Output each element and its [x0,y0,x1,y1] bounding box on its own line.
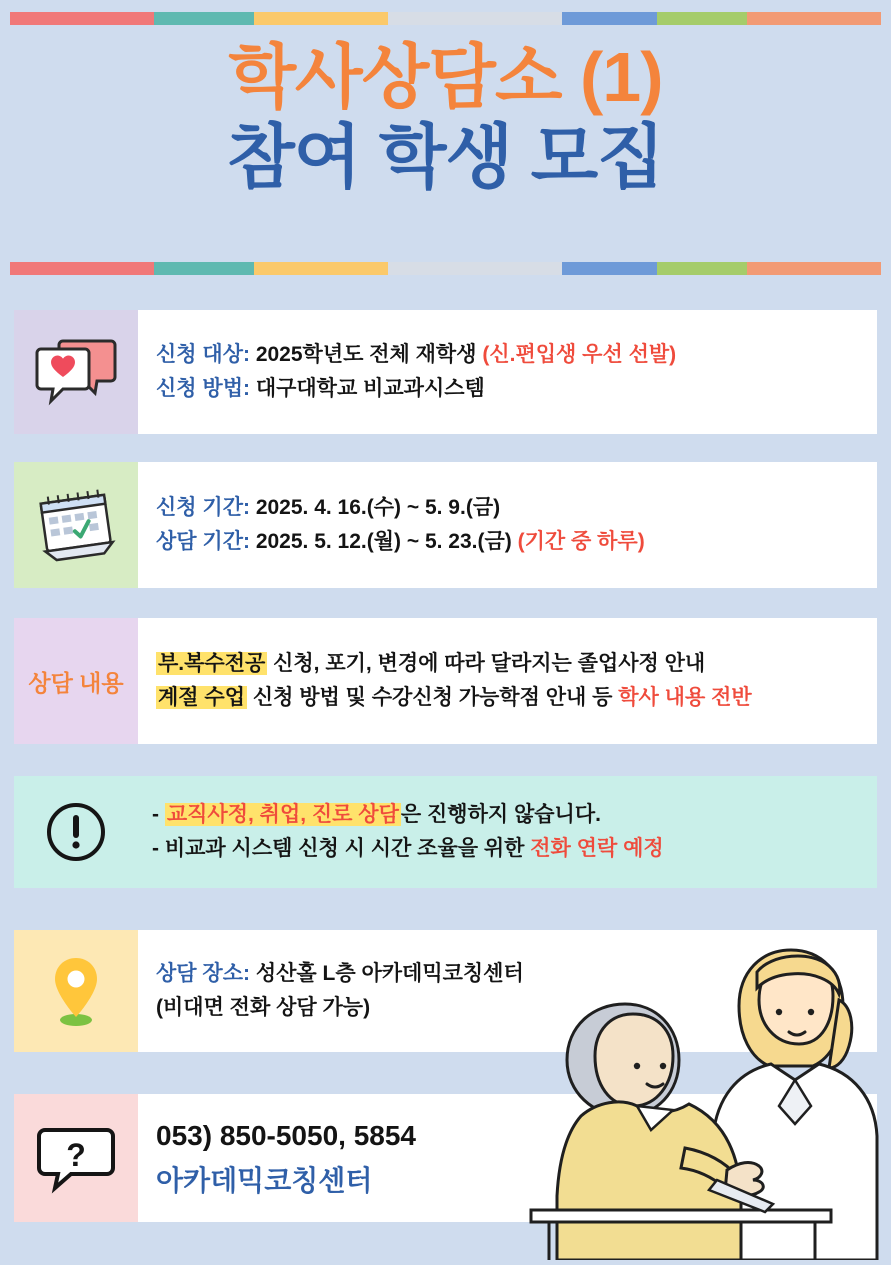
poster-title [0,38,891,198]
color-segment [254,262,388,275]
row3-highlight-2: 계절 수업 [158,686,245,709]
info-row-contact [14,1094,877,1222]
application-text [138,310,877,434]
title-line-1: 학사상담소 (1) [228,38,663,116]
row2-value-2: 2025. 5. 12.(월) ~ 5. 23.(금) [255,530,512,553]
row4-value-2: 비교과 시스템 신청 시 시간 조율을 위한 [164,837,531,860]
color-segment [10,12,154,25]
info-row-notice [14,776,877,888]
row1-value-1: 2025학년도 전체 재학생 [255,342,477,366]
row5-value-2: (비대면 전화 상담 가능) [156,996,371,1019]
color-segment [747,12,881,25]
speech-bubble-heart-icon [14,310,138,434]
row5-label-1: 상담 장소: [156,961,250,985]
color-segment [254,12,388,25]
color-segment [657,262,747,275]
color-segment [388,12,562,25]
row2-label-1: 신청 기간: [156,495,250,519]
svg-text:?: ? [66,1137,86,1173]
exclamation-circle-icon [14,776,138,888]
title-line-2: 참여 학생 모집 [227,117,664,196]
color-segment [562,12,657,25]
row4-prefix-1: - [152,802,159,826]
row3-highlight-1: 부.복수전공 [158,651,266,675]
line-application-method [156,372,863,406]
row3-value-1: 신청, 포기, 변경에 따라 달라지는 졸업사정 안내 [267,651,706,675]
row4-prefix-2: - [152,837,159,860]
desk-calendar-icon [14,462,138,588]
line-application-target [156,338,863,372]
notice-text [138,776,877,888]
counseling-contents-label: 상담 내용 [28,669,124,696]
row1-note-1: (신.편입생 우선 선발) [482,342,677,366]
counseling-contents-label-cell [14,618,138,744]
color-segment [388,262,562,275]
line-notice-1 [152,798,863,832]
contents-text [138,618,877,744]
row3-note-2: 학사 내용 전반 [618,686,752,709]
row1-value-2: 대구대학교 비교과시스템 [255,377,485,400]
info-row-period [14,462,877,588]
period-text [138,462,877,588]
info-row-contents [14,618,877,744]
color-segment [10,262,154,275]
secondary-color-bar [10,262,881,275]
row6-value-2: 아카데믹코칭센터 [156,1165,373,1196]
line-counseling-period [156,525,863,559]
row6-value-1: 053) 850-5050, 5854 [156,1119,416,1151]
contact-text [138,1094,877,1222]
row3-value-2: 신청 방법 및 수강신청 가능학점 안내 등 [246,686,619,709]
color-segment [747,262,881,275]
row1-label-1: 신청 대상: [156,342,250,366]
color-segment [657,12,747,25]
color-segment [154,262,254,275]
line-contents-1 [156,647,863,681]
top-color-bar [10,12,881,25]
row2-note-2: (기간 중 하루) [517,530,645,553]
row2-label-2: 상담 기간: [156,530,250,553]
info-row-location [14,930,877,1052]
row1-label-2: 신청 방법: [156,377,250,400]
line-location-1 [156,957,863,991]
info-row-application [14,310,877,434]
line-contact-phone [156,1113,863,1158]
row5-value-1: 성산홀 L층 아카데믹코칭센터 [255,961,524,985]
color-segment [154,12,254,25]
line-contact-center [156,1158,863,1203]
line-contents-2 [156,681,863,715]
location-pin-icon [14,930,138,1052]
row4-value-1: 은 진행하지 않습니다. [400,802,601,826]
location-text [138,930,877,1052]
color-segment [562,262,657,275]
row4-highlight-1: 교직사정, 취업, 진로 상담 [166,802,399,826]
line-location-2 [156,991,863,1025]
question-speech-bubble-icon [14,1094,138,1222]
row4-note-2: 전화 연락 예정 [530,837,664,860]
line-notice-2 [152,832,863,866]
row2-value-1: 2025. 4. 16.(수) ~ 5. 9.(금) [255,495,501,519]
line-application-period [156,491,863,525]
